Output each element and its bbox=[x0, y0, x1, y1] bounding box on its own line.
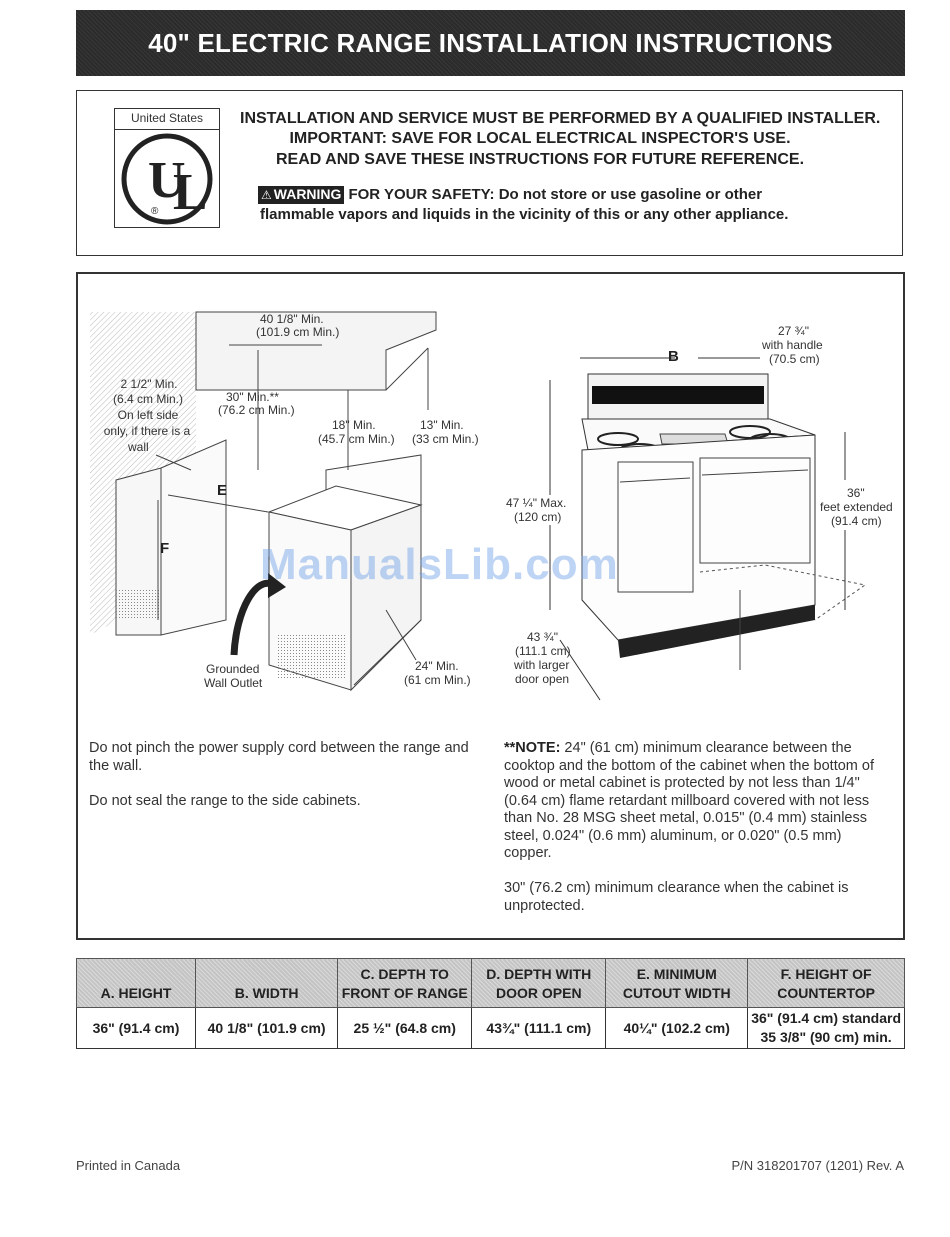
svg-text:®: ® bbox=[151, 206, 159, 217]
side-clearance-line-4: only, if there is a bbox=[103, 424, 191, 438]
height-min-line-1: 30" Min.** bbox=[226, 390, 279, 404]
depth-18-line-1: 18" Min. bbox=[332, 418, 376, 432]
feet-line-3: (91.4 cm) bbox=[831, 514, 882, 528]
footer-part-number: P/N 318201707 (1201) Rev. A bbox=[731, 1158, 904, 1173]
header-depth-front: C. DEPTH TO FRONT OF RANGE bbox=[338, 959, 472, 1008]
side-clearance-line-2: (6.4 cm Min.) bbox=[112, 392, 183, 406]
note-seal: Do not seal the range to the side cabinets. bbox=[89, 793, 361, 809]
value-width: 40 1/8" (101.9 cm) bbox=[195, 1008, 337, 1049]
side-clearance-line-5: wall bbox=[128, 440, 149, 454]
height-min-line-2: (76.2 cm Min.) bbox=[218, 403, 295, 417]
header-countertop: F. HEIGHT OF COUNTERTOP bbox=[748, 959, 905, 1008]
door-line-4: door open bbox=[515, 672, 570, 686]
cabinet-clearance-diagram bbox=[86, 290, 506, 710]
depth-13-line-1: 13" Min. bbox=[420, 418, 464, 432]
door-line-1: 43 ¾" bbox=[527, 630, 558, 644]
width-min-line-1: 40 1/8" Min. bbox=[260, 312, 324, 326]
height-max-line-1: 47 ¼" Max. bbox=[506, 496, 567, 510]
depth-24-line-1: 24" Min. bbox=[415, 659, 459, 673]
warning-line-1: ⚠ WARNING FOR YOUR SAFETY: Do not store or use gasoline or other bbox=[258, 186, 762, 204]
value-depth-front: 25 ½" (64.8 cm) bbox=[338, 1008, 472, 1049]
outlet-line-1: Grounded bbox=[206, 662, 260, 676]
instruction-line-1: INSTALLATION AND SERVICE MUST BE PERFORMED BY A QUALIFIED INSTALLER. bbox=[240, 110, 881, 127]
handle-line-2: with handle bbox=[762, 338, 823, 352]
label-e: E bbox=[217, 482, 228, 499]
door-line-3: with larger bbox=[514, 658, 570, 672]
instruction-line-3: READ AND SAVE THESE INSTRUCTIONS FOR FUTURE REFERENCE. bbox=[275, 151, 805, 168]
handle-line-1: 27 ¾" bbox=[778, 324, 809, 338]
ul-country-label: United States bbox=[130, 111, 204, 125]
warning-triangle-icon: ⚠ bbox=[261, 188, 272, 202]
value-depth-door: 43¾" (111.1 cm) bbox=[472, 1008, 606, 1049]
feet-line-2: feet extended bbox=[820, 500, 893, 514]
svg-text:L: L bbox=[173, 164, 208, 221]
footer-printed: Printed in Canada bbox=[76, 1158, 181, 1173]
depth-18-line-2: (45.7 cm Min.) bbox=[318, 432, 395, 446]
value-cutout: 40¼" (102.2 cm) bbox=[606, 1008, 748, 1049]
note-power-cord: Do not pinch the power supply cord between the range and the wall. bbox=[89, 740, 469, 774]
depth-13-line-2: (33 cm Min.) bbox=[412, 432, 479, 446]
warning-badge: ⚠ WARNING bbox=[258, 186, 344, 204]
header-depth-door: D. DEPTH WITH DOOR OPEN bbox=[472, 959, 606, 1008]
feet-line-1: 36" bbox=[847, 486, 865, 500]
header-height: A. HEIGHT bbox=[77, 959, 196, 1008]
header-cutout: E. MINIMUM CUTOUT WIDTH bbox=[606, 959, 748, 1008]
label-f: F bbox=[160, 540, 170, 557]
table-header-row bbox=[77, 959, 905, 1008]
door-line-2: (111.1 cm) bbox=[515, 644, 571, 658]
depth-24-line-2: (61 cm Min.) bbox=[404, 673, 471, 687]
instruction-line-2: IMPORTANT: SAVE FOR LOCAL ELECTRICAL INSPECTOR'S USE. bbox=[289, 130, 791, 147]
value-countertop: 36" (91.4 cm) standard 35 3/8" (90 cm) min. bbox=[748, 1008, 905, 1049]
side-clearance-line-1: 2 1/2" Min. bbox=[120, 377, 178, 391]
note-unprotected: 30" (76.2 cm) minimum clearance when the cabinet is unprotected. bbox=[504, 880, 849, 914]
note-clearance bbox=[504, 740, 892, 863]
header-width: B. WIDTH bbox=[195, 959, 337, 1008]
handle-line-3: (70.5 cm) bbox=[769, 352, 820, 366]
table-row bbox=[77, 1008, 905, 1049]
ul-divider bbox=[115, 129, 219, 130]
label-b: B bbox=[668, 348, 679, 365]
outlet-line-2: Wall Outlet bbox=[204, 676, 263, 690]
ul-mark-icon bbox=[121, 133, 213, 225]
warning-line-2: flammable vapors and liquids in the vicinity of this or any other appliance. bbox=[260, 206, 789, 223]
note-body: 24" (61 cm) minimum clearance between the cooktop and the bottom of the cabinet when the bottom of wood or metal cabinet is protected by not less than 1/4" (0.64 cm) flame retardant millboard covered with not less than No. 28 MSG sheet metal, 0.015" (0.4 mm) stainless steel, 0.024" (0.6 mm) aluminum, or 0.020" (0.5 mm) copper. bbox=[504, 740, 874, 861]
dimensions-table bbox=[76, 958, 905, 1049]
svg-text:U: U bbox=[148, 152, 186, 209]
value-height: 36" (91.4 cm) bbox=[77, 1008, 196, 1049]
watermark: ManualsLib.com bbox=[260, 540, 619, 589]
height-max-line-2: (120 cm) bbox=[514, 510, 562, 524]
ul-logo bbox=[114, 108, 220, 228]
side-clearance-line-3: On left side bbox=[117, 408, 179, 422]
page-title: 40" ELECTRIC RANGE INSTALLATION INSTRUCTIONS bbox=[76, 10, 905, 76]
width-min-line-2: (101.9 cm Min.) bbox=[256, 325, 340, 339]
note-prefix: **NOTE: bbox=[504, 740, 561, 756]
